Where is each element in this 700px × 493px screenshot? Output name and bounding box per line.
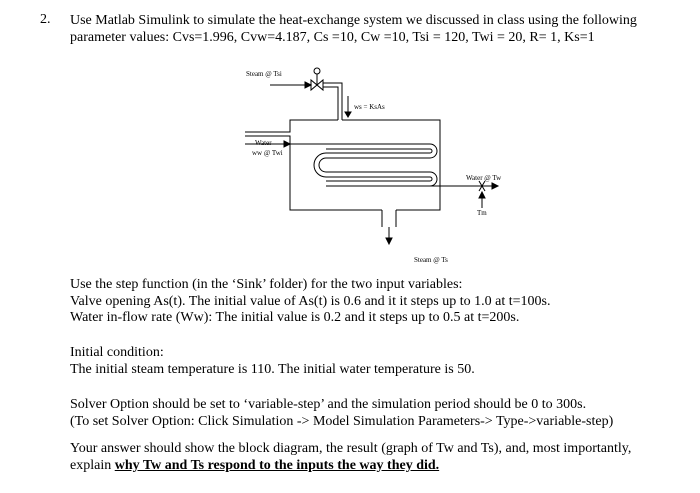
solver-option — [70, 397, 690, 430]
solver-line-2: (To set Solver Option: Click Simulation -> Model Simulation Parameters-> Type->variable-step) — [70, 413, 614, 429]
water-out-label: Water @ Tw — [466, 174, 502, 182]
tm-arrow-head — [479, 192, 485, 198]
water-in-sub-label: ww @ Twi — [252, 149, 283, 157]
step-line-1: Use the step function (in the ‘Sink’ folder) for the two input variables: — [70, 277, 463, 292]
shell-bottom-left — [245, 136, 382, 210]
answer-requirements — [70, 441, 690, 474]
shell-top-left — [245, 120, 338, 132]
step-line-3: Water in-flow rate (Ww): The initial value is 0.2 and it steps up to 0.5 at t=200s. — [70, 310, 520, 325]
steam-flow-label: ws = KsAs — [354, 103, 385, 111]
steam-in-label: Steam @ Tsi — [246, 70, 282, 78]
heat-exchanger-drawing — [230, 62, 530, 272]
coil-inner — [314, 149, 432, 181]
init-line: The initial steam temperature is 110. The initial water temperature is 50. — [70, 361, 475, 377]
coil-outer — [319, 144, 437, 186]
heat-exchanger-diagram — [230, 62, 530, 272]
steam-inlet-arrow — [305, 82, 311, 88]
initial-condition — [70, 345, 690, 378]
answer-line-2-start: explain — [70, 457, 115, 473]
steam-outlet-arrow-head — [386, 238, 392, 244]
solver-line-1: Solver Option should be set to ‘variable-step’ and the simulation period should be 0 to 300s. — [70, 397, 587, 412]
step-line-2: Valve opening As(t). The initial value of As(t) is 0.6 and it it steps up to 1.0 at t=100s. — [70, 293, 551, 309]
steam-out-label: Steam @ Ts — [414, 256, 448, 264]
answer-line-2 — [70, 458, 690, 475]
steam-pipe-inner — [323, 87, 338, 120]
step-function-instructions — [70, 277, 690, 327]
intro-line-1: Use Matlab Simulink to simulate the heat-exchange system we discussed in class using the following — [70, 13, 637, 28]
flow-arrow-head — [345, 112, 351, 117]
init-heading: Initial condition: — [70, 345, 164, 360]
tm-label: Tm — [477, 209, 487, 217]
water-inlet-arrow — [284, 141, 290, 147]
intro-line-2: parameter values: Cvs=1.996, Cvw=4.187, Cs =10, Cw =10, Tsi = 120, Twi = 20, R= 1, Ks=1 — [70, 30, 595, 45]
steam-pipe-outer — [323, 83, 342, 120]
valve-actuator — [314, 68, 320, 74]
shell-right — [342, 120, 440, 210]
answer-line-1: Your answer should show the block diagram, the result (graph of Tw and Ts), and, most importantly, — [70, 441, 632, 456]
question-number: 2. — [40, 12, 51, 27]
water-in-label: Water — [255, 139, 272, 147]
water-outlet-arrow — [492, 183, 498, 189]
question-intro — [70, 12, 690, 46]
answer-emphasis: why Tw and Ts respond to the inputs the way they did. — [114, 457, 440, 473]
